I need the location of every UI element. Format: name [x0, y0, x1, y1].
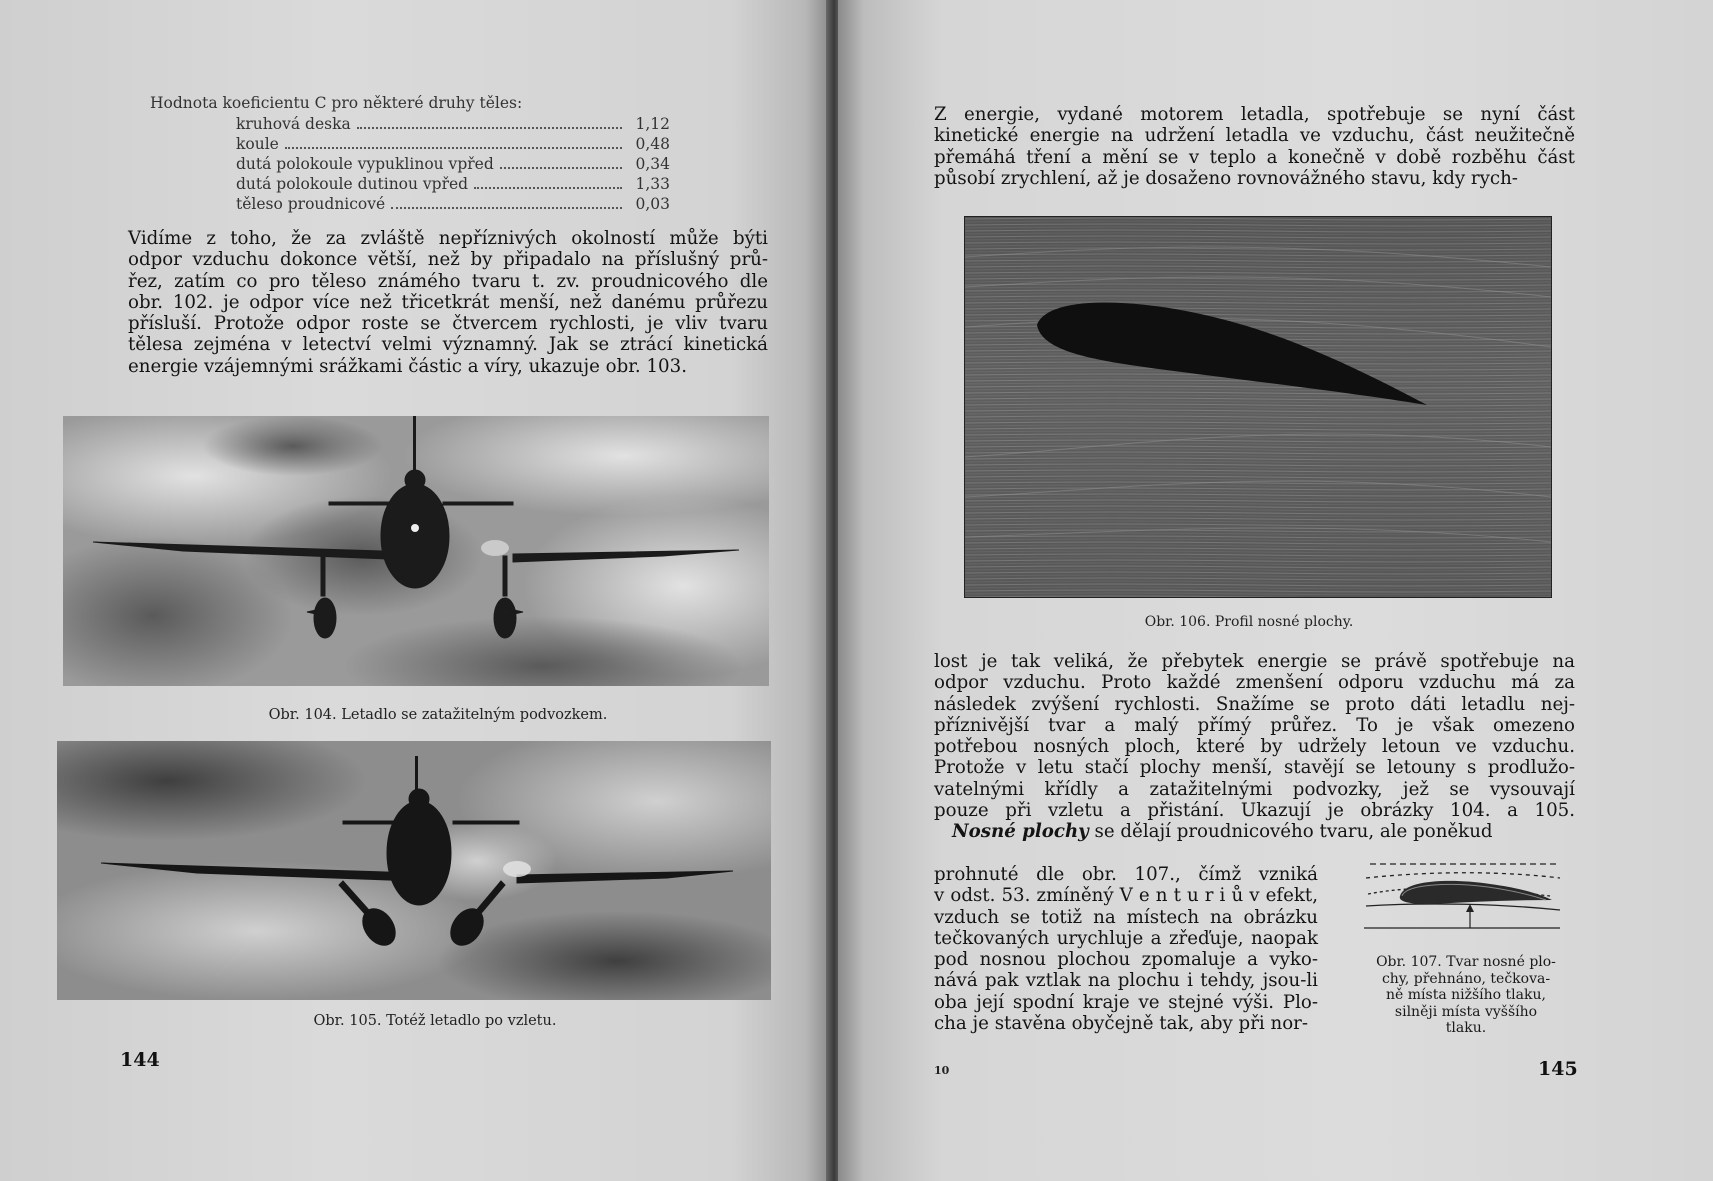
left-paragraph	[128, 228, 768, 377]
figure-107-diagram	[1360, 858, 1570, 938]
coefficient-row	[236, 174, 670, 194]
coefficient-body-name: kruhová deska	[236, 115, 351, 133]
coefficient-row	[236, 194, 670, 214]
page-number-right: 145	[1538, 1058, 1578, 1080]
coefficient-value: 1,33	[635, 175, 670, 193]
leader-dots	[357, 127, 622, 129]
coefficient-row	[236, 114, 670, 134]
text-line: v odst. 53. zmíněný V e n t u r i ů v efekt,	[934, 885, 1318, 907]
text-line: energie vzájemnými srážkami částic a víry, ukazuje obr. 103.	[128, 355, 687, 377]
coefficient-value: 0,34	[635, 155, 670, 173]
text-line: prohnuté dle obr. 107., čímž vzniká	[934, 864, 1318, 885]
text-line: přemáhá tření a mění se v teplo a konečně v době rozběhu část	[934, 146, 1575, 168]
text-line: působí zrychlení, až je dosaženo rovnovážného stavu, kdy rych-	[934, 167, 1518, 189]
text-line: Protože v letu stačí plochy menší, stavějí se letouny s prodlužo-	[934, 757, 1575, 779]
text-line: obr. 102. je odpor více než třicetkrát menší, než danému průřezu	[128, 291, 768, 313]
coefficient-body-name: koule	[236, 135, 279, 153]
leader-dots	[391, 207, 622, 209]
text-line: cha je stavěna obyčejně tak, aby při nor-	[934, 1013, 1308, 1035]
coefficient-body-name: dutá polokoule vypuklinou vpřed	[236, 155, 494, 173]
text-line: tečkovaných urychluje a zřeďuje, naopak	[934, 927, 1318, 949]
coefficient-table	[150, 94, 670, 214]
right-top-paragraph	[934, 104, 1575, 189]
text-line: tělesa zejména v letectví velmi významný. Jak se ztrácí kinetická	[128, 334, 768, 356]
text-line: odpor vzduchu. Proto každé zmenšení odporu vzduchu má za	[934, 672, 1575, 694]
coefficient-value: 0,03	[635, 195, 670, 213]
coefficient-table-heading: Hodnota koeficientu C pro některé druhy těles:	[150, 94, 523, 112]
coefficient-row	[236, 134, 670, 154]
text-line: lost je tak veliká, že přebytek energie se právě spotřebuje na	[934, 651, 1575, 672]
figure-104-photo	[63, 416, 769, 686]
text-line: následek zvýšení rychlosti. Snažíme se proto dáti letadlu nej-	[934, 693, 1575, 715]
coefficient-value: 0,48	[635, 135, 670, 153]
text-fragment: se dělají proudnicového tvaru, ale poněkud	[1088, 821, 1493, 843]
figure-106-photo	[964, 216, 1552, 598]
leader-dots	[500, 167, 622, 169]
right-middle-paragraph	[934, 651, 1575, 843]
text-line: řez, zatím co pro těleso známého tvaru t. zv. proudnicového dle	[128, 270, 768, 292]
text-line: pod nosnou plochou zpomaluje a vyko-	[934, 949, 1318, 971]
sheet-mark: 10	[934, 1064, 950, 1077]
page-number-left: 144	[120, 1049, 160, 1071]
figure-107-caption	[1356, 954, 1576, 1037]
caption-line: Obr. 107. Tvar nosné plo-	[1376, 954, 1556, 970]
text-line: vzduch se totiž na místech na obrázku	[934, 906, 1318, 928]
italic-term: Nosné plochy	[952, 821, 1089, 843]
leader-dots	[285, 147, 622, 149]
text-line: oba její spodní kraje ve stejné výši. Plo-	[934, 991, 1318, 1013]
figure-106-caption: Obr. 106. Profil nosné plochy.	[1144, 614, 1354, 630]
text-line: nává pak vztlak na plochu i tehdy, jsou-li	[934, 970, 1318, 992]
right-narrow-paragraph	[934, 864, 1318, 1034]
coefficient-row	[236, 154, 670, 174]
coefficient-body-name: dutá polokoule dutinou vpřed	[236, 175, 469, 193]
text-line: Vidíme z toho, že za zvláště nepříznivých okolností může býti	[128, 228, 768, 249]
caption-line: ně místa nižšího tlaku,	[1386, 987, 1546, 1003]
text-line: potřebou nosných ploch, které by udržely letoun ve vzduchu.	[934, 736, 1575, 758]
text-line: příznivější tvar a malý přímý průřez. To je však omezeno	[934, 714, 1575, 736]
text-line: vatelnými křídly a zatažitelnými podvozky, jež se vysouvají	[934, 778, 1575, 800]
caption-line: chy, přehnáno, tečkova-	[1381, 970, 1551, 987]
figure-105-photo	[57, 741, 771, 1000]
text-line: odpor vzduchu dokonce větší, než by připadalo na příslušný prů-	[128, 249, 768, 271]
right-page	[838, 0, 1713, 1181]
text-line: kinetické energie na udržení letadla ve vzduchu, část neužitečně	[934, 125, 1575, 147]
text-line: Z energie, vydané motorem letadla, spotřebuje se nyní část	[934, 104, 1575, 125]
caption-line: tlaku.	[1445, 1020, 1487, 1036]
text-line	[934, 821, 1575, 842]
text-line: pouze při vzletu a přistání. Ukazují je obrázky 104. a 105.	[934, 800, 1575, 822]
text-line: přísluší. Protože odpor roste se čtvercem rychlosti, je vliv tvaru	[128, 313, 768, 335]
left-page	[0, 0, 830, 1181]
coefficient-value: 1,12	[635, 115, 670, 133]
figure-104-caption: Obr. 104. Letadlo se zatažitelným podvozkem.	[268, 707, 608, 723]
leader-dots	[474, 187, 622, 189]
caption-line: silněji místa vyššího	[1394, 1003, 1538, 1020]
coefficient-body-name: těleso proudnicové	[236, 195, 386, 213]
figure-105-caption: Obr. 105. Totéž letadlo po vzletu.	[313, 1013, 557, 1029]
